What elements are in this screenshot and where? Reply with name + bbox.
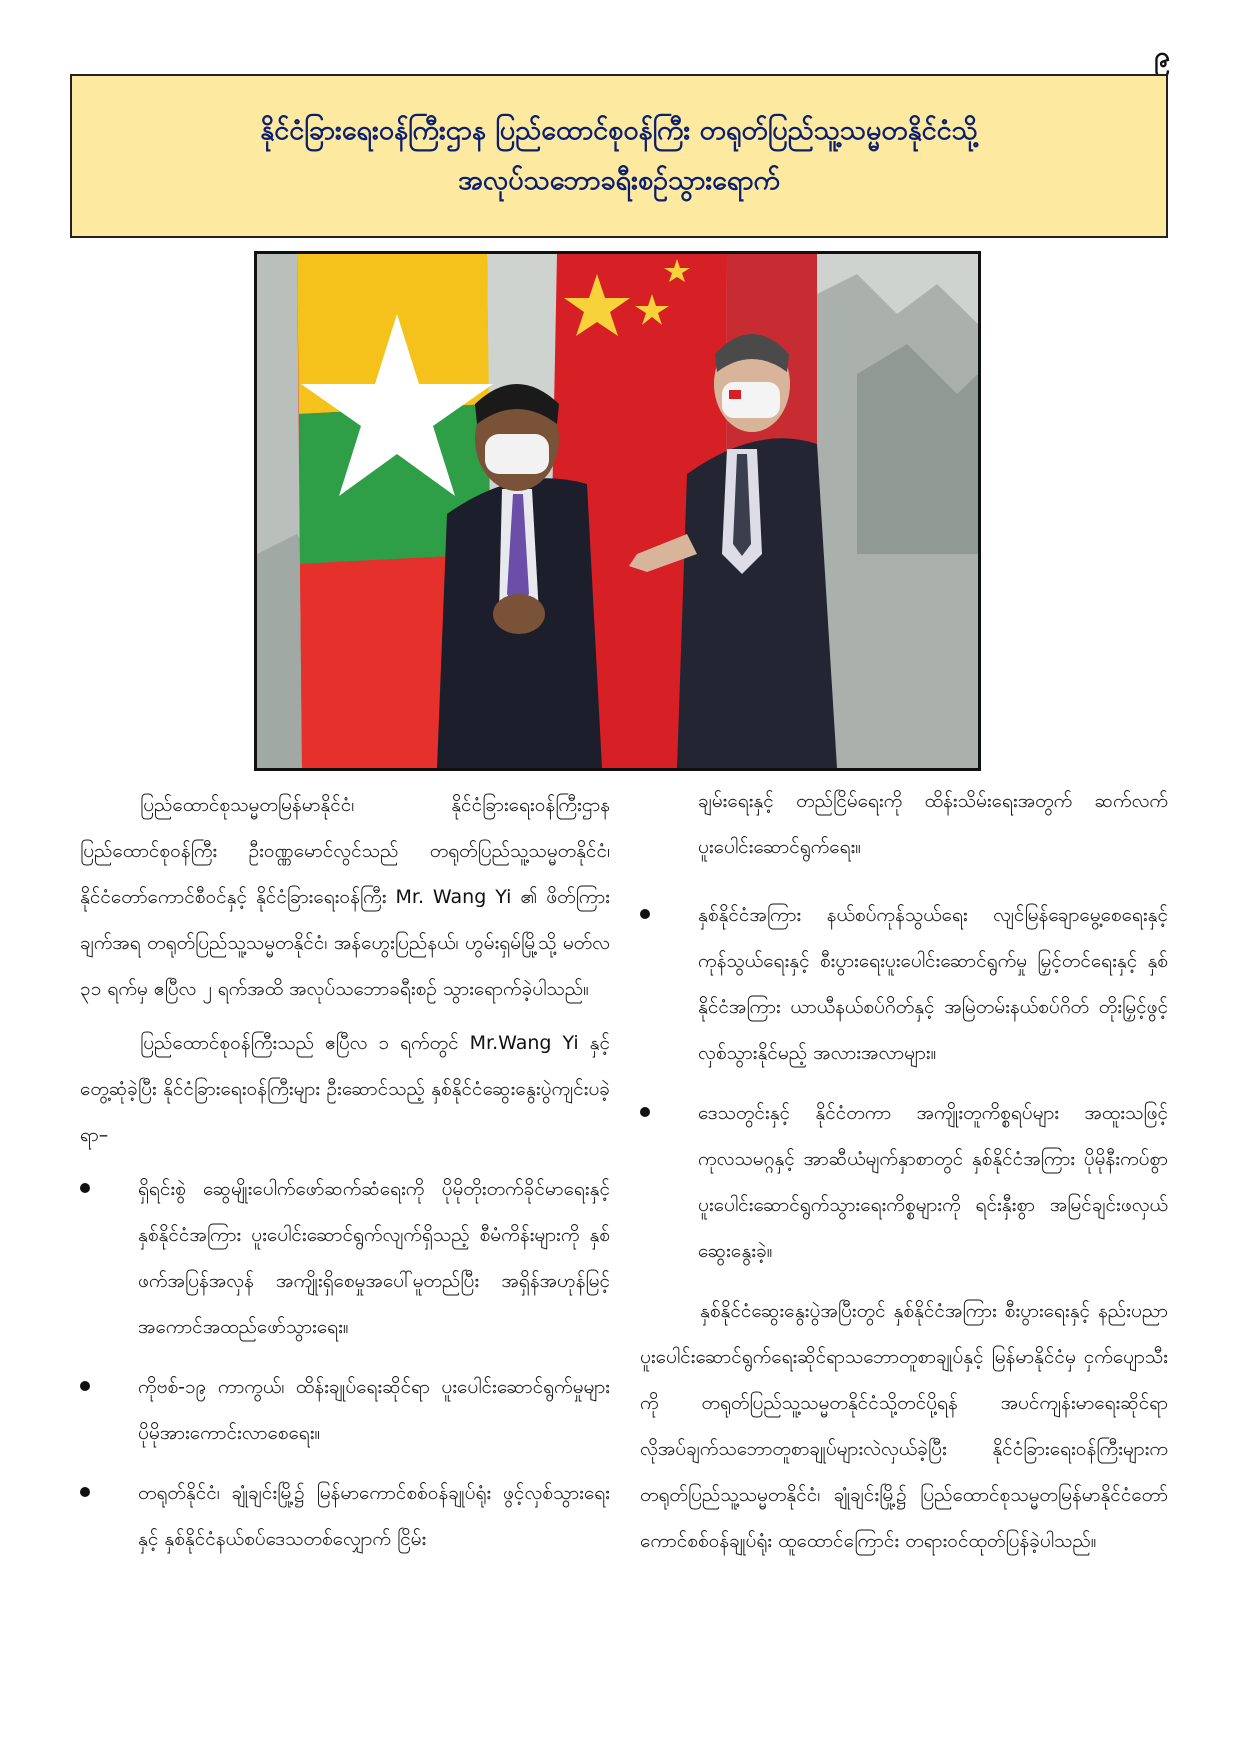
paragraph-conclusion: နှစ်နိုင်ငံဆွေးနွေးပွဲအပြီးတွင် နှစ်နိုင်ငံအကြား စီးပွားရေးနှင့် နည်းပညာပူးပေါင်းဆောင်ရွက်ရေးဆိုင်ရာသဘောတူစာချုပ်နှင့် မြန်မာနိုင်ငံမှ ငှက်ပျောသီးကို တရုတ်ပြည်သူ့သမ္မတနိုင်ငံသို့တင်ပို့ရန် အပင်ကျန်းမာရေးဆိုင်ရာ လိုအပ်ချက်သဘောတူစာချုပ်များလဲလှယ်ခဲ့ပြီး နိုင်ငံခြားရေးဝန်ကြီးများက တရုတ်ပြည်သူ့သမ္မတနိုင်ငံ၊ ချုံချင်းမြို့၌ ပြည်ထောင်စုသမ္မတမြန်မာနိုင်ငံတော်ကောင်စစ်ဝန်ချုပ်ရုံး ထူထောင်ကြောင်း တရားဝင်ထုတ်ပြန်ခဲ့ပါသည်။ [640,1300,1168,1552]
bullet-text: ဒေသတွင်းနှင့် နိုင်ငံတကာ အကျိုးတူကိစ္စရပ်များ အထူးသဖြင့် ကုလသမဂ္ဂနှင့် အာဆီယံမျက်နှာစာတွင် နှစ်နိုင်ငံအကြား ပိုမိုနီးကပ်စွာ ပူးပေါင်းဆောင်ရွက်သွားရေးကိစ္စများကို ရင်းနှီးစွာ အမြင်ချင်းဖလှယ်ဆွေးနွေးခဲ့။ [698,1102,1168,1262]
bullet-item [640,1090,1168,1274]
bullet-icon [640,909,650,919]
paragraph-intro: ပြည်ထောင်စုသမ္မတမြန်မာနိုင်ငံ၊ နိုင်ငံခြားရေးဝန်ကြီးဌာန ပြည်ထောင်စုဝန်ကြီး ဦးဝဏ္ဏမောင်လွင်သည် တရုတ်ပြည်သူ့သမ္မတနိုင်ငံ၊ နိုင်ငံတော်ကောင်စီဝင်နှင့် နိုင်ငံခြားရေးဝန်ကြီး Mr. Wang Yi ၏ ဖိတ်ကြားချက်အရ တရုတ်ပြည်သူ့သမ္မတနိုင်ငံ၊ အန်ဟွေးပြည်နယ်၊ ဟွမ်းရှမ်မြို့သို့ မတ်လ ၃၁ ရက်မှ ဧပြီလ ၂ ရက်အထိ အလုပ်သဘောခရီးစဉ် သွားရောက်ခဲ့ပါသည်။ [80,794,610,1000]
bullet-text: ချမ်းရေးနှင့် တည်ငြိမ်ရေးကို ထိန်းသိမ်းရေးအတွက် ဆက်လက်ပူးပေါင်းဆောင်ရွက်ရေး။ [698,790,1168,858]
left-column [80,782,610,1576]
bullet-text: နှစ်နိုင်ငံအကြား နယ်စပ်ကုန်သွယ်ရေး လျင်မြန်ချောမွေ့စေရေးနှင့် ကုန်သွယ်ရေးနှင့် စီးပွားရေးပူးပေါင်းဆောင်ရွက်မှု မြှင့်တင်ရေးနှင့် နှစ်နိုင်ငံအကြား ယာယီနယ်စပ်ဂိတ်နှင့် အမြဲတမ်းနယ်စပ်ဂိတ် တိုးမြှင့်ဖွင့်လှစ်သွားနိုင်မည့် အလားအလာများ။ [698,904,1168,1064]
article-photo [254,251,981,771]
bullet-item [640,892,1168,1076]
right-column [640,778,1168,1572]
article-title-box [70,74,1168,238]
article-title-line-2: အလုပ်သဘောခရီးစဉ်သွားရောက် [458,165,780,196]
bullet-icon [640,1107,650,1117]
bullet-list-right [640,778,1168,1274]
bullet-text: ကိုဗစ်-၁၉ ကာကွယ်၊ ထိန်းချုပ်ရေးဆိုင်ရာ ပူးပေါင်းဆောင်ရွက်မှုများ ပိုမိုအားကောင်းလာစေရေး။ [138,1376,610,1444]
bullet-text: တရုတ်နိုင်ငံ၊ ချုံချင်းမြို့၌ မြန်မာကောင်စစ်ဝန်ချုပ်ရုံး ဖွင့်လှစ်သွားရေးနှင့် နှစ်နိုင်ငံနယ်စပ်ဒေသတစ်လျှောက် ငြိမ်း [138,1482,610,1550]
bullet-continuation [640,778,1168,870]
bullet-icon [80,1487,90,1497]
bullet-item [80,1364,610,1456]
photo-illustration [257,254,978,768]
bullet-icon [80,1381,90,1391]
page-number: ၉ [1154,40,1170,73]
bullet-text: ရှိရင်းစွဲ ဆွေမျိုးပေါက်ဖော်ဆက်ဆံရေးကို ပိုမိုတိုးတက်ခိုင်မာရေးနှင့် နှစ်နိုင်ငံအကြား ပူးပေါင်းဆောင်ရွက်လျက်ရှိသည့် စီမံကိန်းများကို နှစ်ဖက်အပြန်အလှန် အကျိုးရှိစေမှုအပေါ်မူတည်ပြီး အရှိန်အဟုန်မြင့် အကောင်အထည်ဖော်သွားရေး။ [138,1178,610,1338]
bullet-list-left [80,1166,610,1562]
bullet-item [80,1166,610,1350]
bullet-item [80,1470,610,1562]
paragraph-meeting: ပြည်ထောင်စုဝန်ကြီးသည် ဧပြီလ ၁ ရက်တွင် Mr.Wang Yi နှင့်တွေ့ဆုံခဲ့ပြီး နိုင်ငံခြားရေးဝန်ကြီးများ ဦးဆောင်သည့် နှစ်နိုင်ငံဆွေးနွေးပွဲကျင်းပခဲ့ရာ– [80,1032,610,1146]
article-title-line-1: နိုင်ငံခြားရေးဝန်ကြီးဌာန ပြည်ထောင်စုဝန်ကြီး တရုတ်ပြည်သူ့သမ္မတနိုင်ငံသို့ [260,115,978,146]
bullet-icon [80,1183,90,1193]
